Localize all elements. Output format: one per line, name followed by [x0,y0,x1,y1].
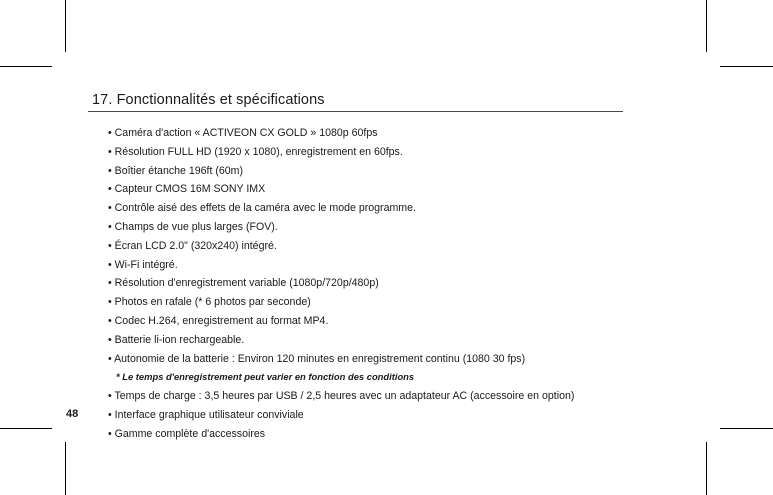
feature-item: • Capteur CMOS 16M SONY IMX [108,183,266,196]
title-underline [88,111,623,112]
feature-item: • Résolution FULL HD (1920 x 1080), enregistrement en 60fps. [108,145,403,158]
page-number: 48 [66,408,79,420]
feature-item: • Écran LCD 2.0" (320x240) intégré. [108,239,277,252]
feature-item: • Champs de vue plus larges (FOV). [108,220,278,233]
section-title: 17. Fonctionnalités et spécifications [92,92,325,108]
crop-mark-bottom-left-vertical [65,442,66,495]
crop-mark-bottom-right-horizontal [720,428,773,429]
feature-item: • Photos en rafale (* 6 photos par seconde) [108,296,311,309]
feature-list [108,124,574,444]
crop-mark-top-right-vertical [706,0,707,52]
crop-mark-top-right-horizontal [720,66,773,67]
feature-item: • Gamme complète d'accessoires [108,427,266,440]
feature-item: • Caméra d'action « ACTIVEON CX GOLD » 1080p 60fps [108,127,378,139]
crop-mark-bottom-left-horizontal [0,428,52,429]
feature-item: • Codec H.264, enregistrement au format MP4. [108,314,329,327]
feature-item: • Boîtier étanche 196ft (60m) [108,164,244,177]
feature-item: • Temps de charge : 3,5 heures par USB / 2,5 heures avec un adaptateur AC (accessoire en option) [108,390,575,403]
feature-item: • Interface graphique utilisateur conviviale [108,408,304,421]
crop-mark-top-left-horizontal [0,66,52,67]
feature-item: • Résolution d'enregistrement variable (1080p/720p/480p) [108,277,379,290]
feature-item: • Batterie li-ion rechargeable. [108,333,245,346]
crop-mark-bottom-right-vertical [706,442,707,495]
battery-note: * Le temps d'enregistrement peut varier en fonction des conditions [116,371,415,383]
feature-item: • Contrôle aisé des effets de la caméra avec le mode programme. [108,202,416,215]
feature-item: • Wi-Fi intégré. [108,258,178,271]
feature-item: • Autonomie de la batterie : Environ 120 minutes en enregistrement continu (1080 30 fps) [108,352,526,365]
crop-mark-top-left-vertical [65,0,66,52]
